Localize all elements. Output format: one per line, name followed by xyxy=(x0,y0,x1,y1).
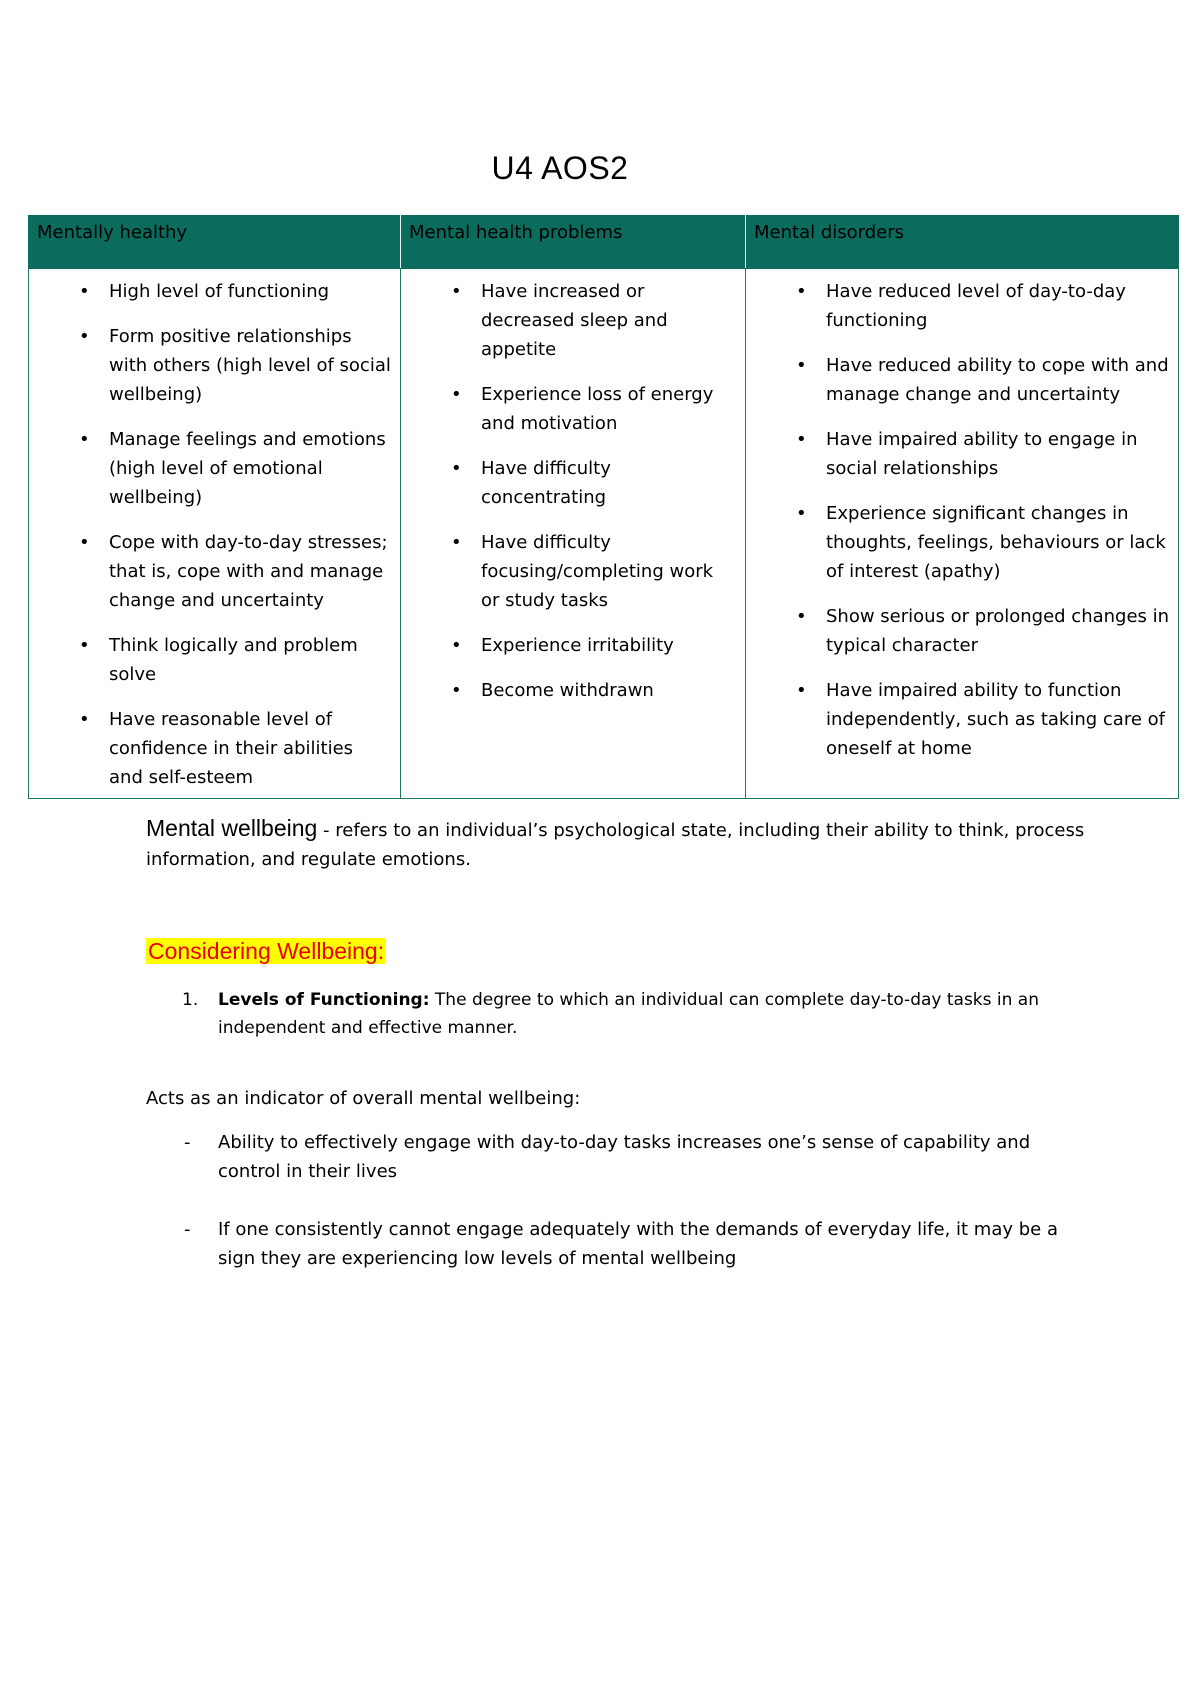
table-row xyxy=(29,269,1179,799)
list-item: • Think logically and problem solve xyxy=(37,631,392,689)
list-item-text: Ability to effectively engage with day-to-day tasks increases one’s sense of capability and control in their lives xyxy=(218,1132,1031,1182)
list-item: • Form positive relationships with others (high level of social wellbeing) xyxy=(37,322,392,409)
list-item: • Cope with day-to-day stresses; that is, cope with and manage change and uncertainty xyxy=(37,528,392,615)
header-mental-health-problems: Mental health problems xyxy=(401,216,746,269)
list-item: • Have reduced level of day-to-day functioning xyxy=(754,277,1170,335)
dash-marker: - xyxy=(184,1219,191,1240)
definition-term: Mental wellbeing xyxy=(146,815,318,841)
cell-mental-disorders xyxy=(746,269,1179,799)
page-title: U4 AOS2 xyxy=(491,150,629,186)
list-item: • High level of functioning xyxy=(37,277,392,306)
dash-list xyxy=(146,1128,1086,1302)
header-mental-disorders: Mental disorders xyxy=(746,216,1179,269)
mental-wellbeing-definition xyxy=(146,814,1086,874)
cell-mentally-healthy xyxy=(29,269,401,799)
list-item-text: The degree to which an individual can complete day-to-day tasks in an independent and effective manner. xyxy=(218,990,1040,1038)
list-mentally-healthy xyxy=(37,277,392,792)
list-item: • Show serious or prolonged changes in typical character xyxy=(754,602,1170,660)
list-item-term: Levels of Functioning: xyxy=(218,990,430,1010)
section-heading-text: Considering Wellbeing: xyxy=(148,938,385,964)
cell-mental-health-problems xyxy=(401,269,746,799)
indicator-intro: Acts as an indicator of overall mental wellbeing: xyxy=(146,1088,581,1109)
list-item xyxy=(146,1215,1086,1273)
list-number: 1. xyxy=(182,990,199,1010)
list-mental-health-problems xyxy=(409,277,737,705)
list-item xyxy=(146,986,1046,1042)
list-item: • Have reduced ability to cope with and manage change and uncertainty xyxy=(754,351,1170,409)
list-item-text: If one consistently cannot engage adequately with the demands of everyday life, it may be a sign they are experiencing low levels of mental wellbeing xyxy=(218,1219,1058,1269)
definition-text: - refers to an individual’s psychological state, including their ability to think, process information, and regulate emotions. xyxy=(146,820,1085,870)
mental-health-continuum-table xyxy=(28,215,1179,799)
dash-marker: - xyxy=(184,1132,191,1153)
list-item: • Experience loss of energy and motivation xyxy=(409,380,737,438)
list-item xyxy=(146,1128,1086,1186)
header-mentally-healthy: Mentally healthy xyxy=(29,216,401,269)
list-item: • Have difficulty focusing/completing work or study tasks xyxy=(409,528,737,615)
list-item: • Have impaired ability to function independently, such as taking care of oneself at home xyxy=(754,676,1170,763)
list-item: • Become withdrawn xyxy=(409,676,737,705)
list-item: • Have impaired ability to engage in social relationships xyxy=(754,425,1170,483)
list-item: • Experience significant changes in thoughts, feelings, behaviours or lack of interest (apathy) xyxy=(754,499,1170,586)
table-header-row xyxy=(29,216,1179,269)
numbered-list xyxy=(146,986,1046,1042)
list-item: • Have reasonable level of confidence in their abilities and self-esteem xyxy=(37,705,392,792)
list-item: • Manage feelings and emotions (high level of emotional wellbeing) xyxy=(37,425,392,512)
list-mental-disorders xyxy=(754,277,1170,763)
list-item: • Have difficulty concentrating xyxy=(409,454,737,512)
section-heading xyxy=(146,938,386,965)
list-item: • Have increased or decreased sleep and appetite xyxy=(409,277,737,364)
list-item: • Experience irritability xyxy=(409,631,737,660)
